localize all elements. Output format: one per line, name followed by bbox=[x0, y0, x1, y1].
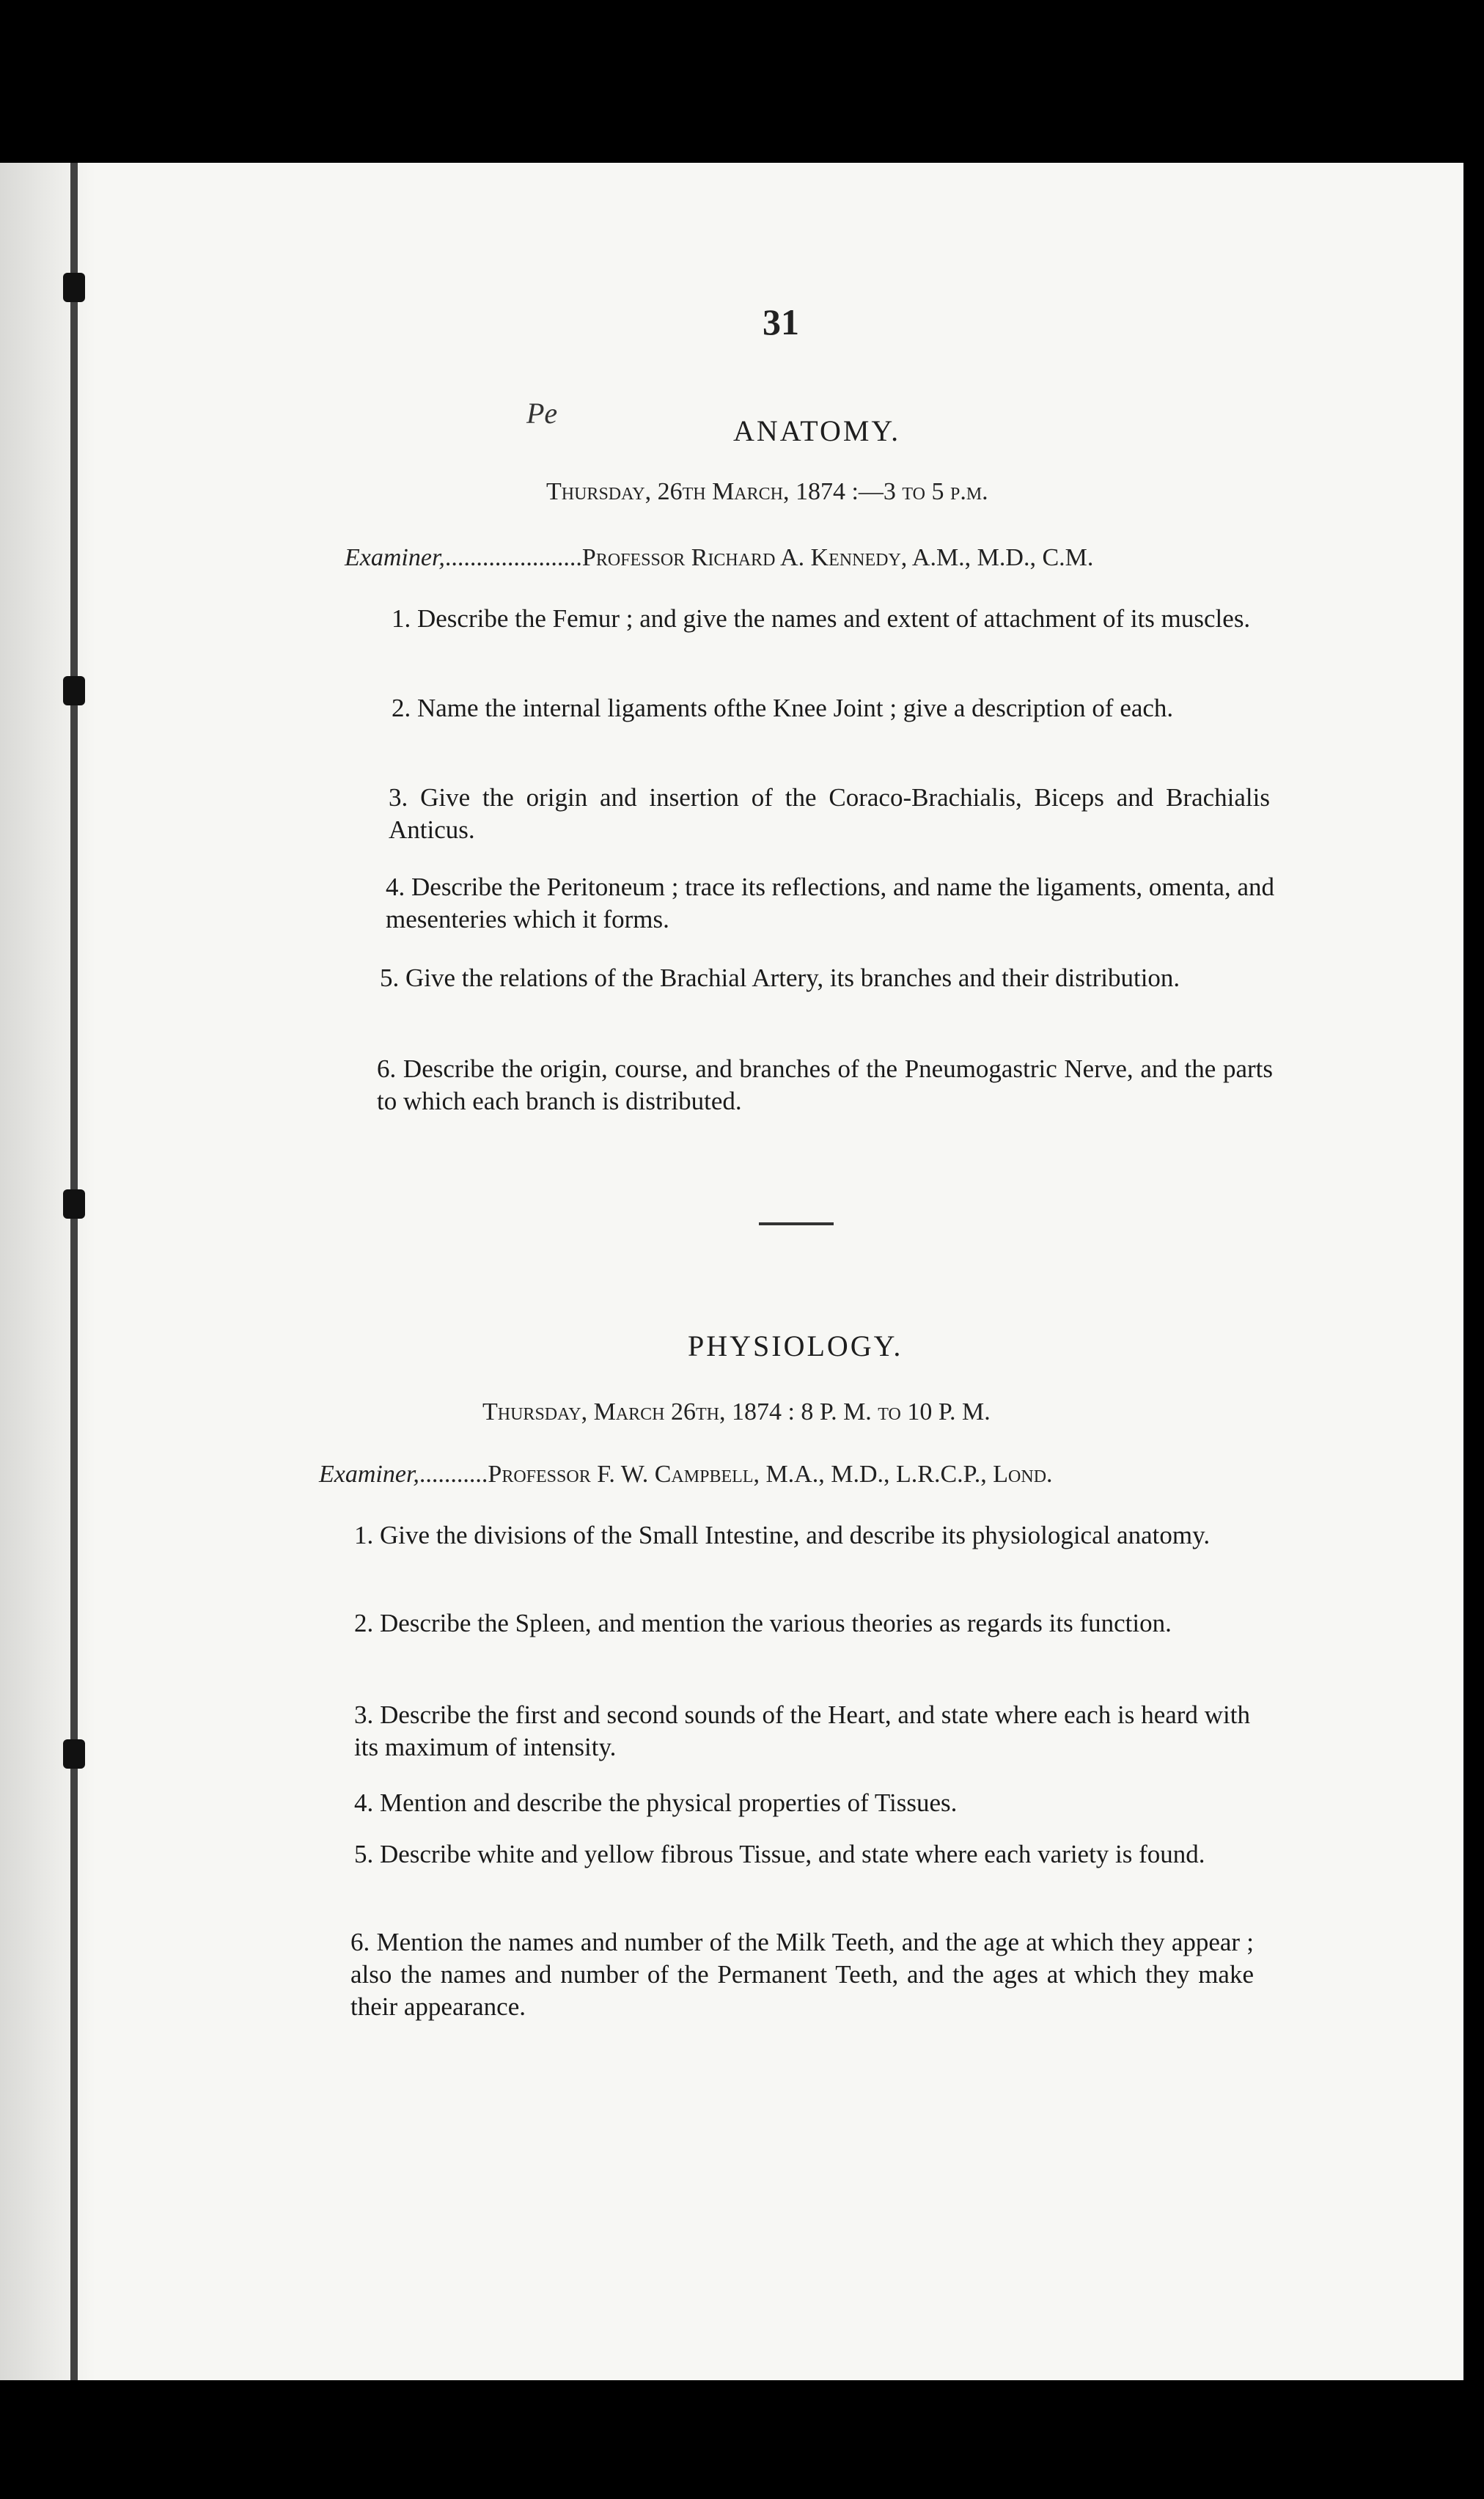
section-divider bbox=[759, 1222, 834, 1225]
anatomy-dateline: Thursday, 26th March, 1874 :—3 to 5 p.m. bbox=[546, 478, 988, 505]
anatomy-examiner bbox=[345, 544, 1093, 572]
examiner-role: Examiner, bbox=[345, 544, 445, 571]
page-content bbox=[0, 163, 1463, 2380]
anatomy-question-4: 4. Describe the Peritoneum ; trace its reflections, and name the ligaments, omenta, and mesenteries which it forms. bbox=[386, 873, 1274, 933]
examiner-name: Professor Richard A. Kennedy, A.M., M.D., C.M. bbox=[581, 544, 1094, 571]
anatomy-question-2: 2. Name the internal ligaments ofthe Knee Joint ; give a description of each. bbox=[392, 694, 1174, 722]
physiology-question-1: 1. Give the divisions of the Small Intestine, and describe its physiological anatomy. bbox=[354, 1521, 1211, 1549]
examiner-dots: ...................... bbox=[444, 544, 582, 571]
anatomy-question-1: 1. Describe the Femur ; and give the names and extent of attachment of its muscles. bbox=[392, 604, 1251, 633]
document-page bbox=[0, 163, 1463, 2380]
anatomy-title: ANATOMY. bbox=[733, 414, 901, 447]
physiology-question-2: 2. Describe the Spleen, and mention the various theories as regards its function. bbox=[354, 1609, 1172, 1637]
anatomy-question-6: 6. Describe the origin, course, and branches of the Pneumogastric Nerve, and the parts to which each branch is distributed. bbox=[377, 1054, 1273, 1115]
physiology-question-6: 6. Mention the names and number of the Milk Teeth, and the age at which they appear ; also the names and number of the Permanent Teeth, and the ages at which they make their appearance. bbox=[350, 1928, 1254, 2021]
margin-annotation: Pe bbox=[526, 397, 558, 430]
physiology-question-4: 4. Mention and describe the physical properties of Tissues. bbox=[354, 1788, 958, 1817]
physiology-examiner bbox=[319, 1461, 1053, 1489]
physiology-title: PHYSIOLOGY. bbox=[688, 1329, 903, 1362]
anatomy-question-5: 5. Give the relations of the Brachial Artery, its branches and their distribution. bbox=[380, 964, 1180, 992]
anatomy-question-3: 3. Give the origin and insertion of the Coraco-Brachialis, Biceps and Brachialis Anticus. bbox=[389, 783, 1270, 844]
physiology-dateline: Thursday, March 26th, 1874 : 8 P. M. to 10 P. M. bbox=[482, 1398, 991, 1425]
examiner-dots: ........... bbox=[419, 1461, 488, 1488]
physiology-question-3: 3. Describe the first and second sounds of the Heart, and state where each is heard with its maximum of intensity. bbox=[354, 1700, 1250, 1761]
examiner-name: Professor F. W. Campbell, M.A., M.D., L.R.C.P., Lond. bbox=[488, 1461, 1053, 1488]
examiner-role: Examiner, bbox=[319, 1461, 419, 1488]
page-number: 31 bbox=[763, 301, 799, 342]
physiology-question-5: 5. Describe white and yellow fibrous Tissue, and state where each variety is found. bbox=[354, 1840, 1205, 1868]
